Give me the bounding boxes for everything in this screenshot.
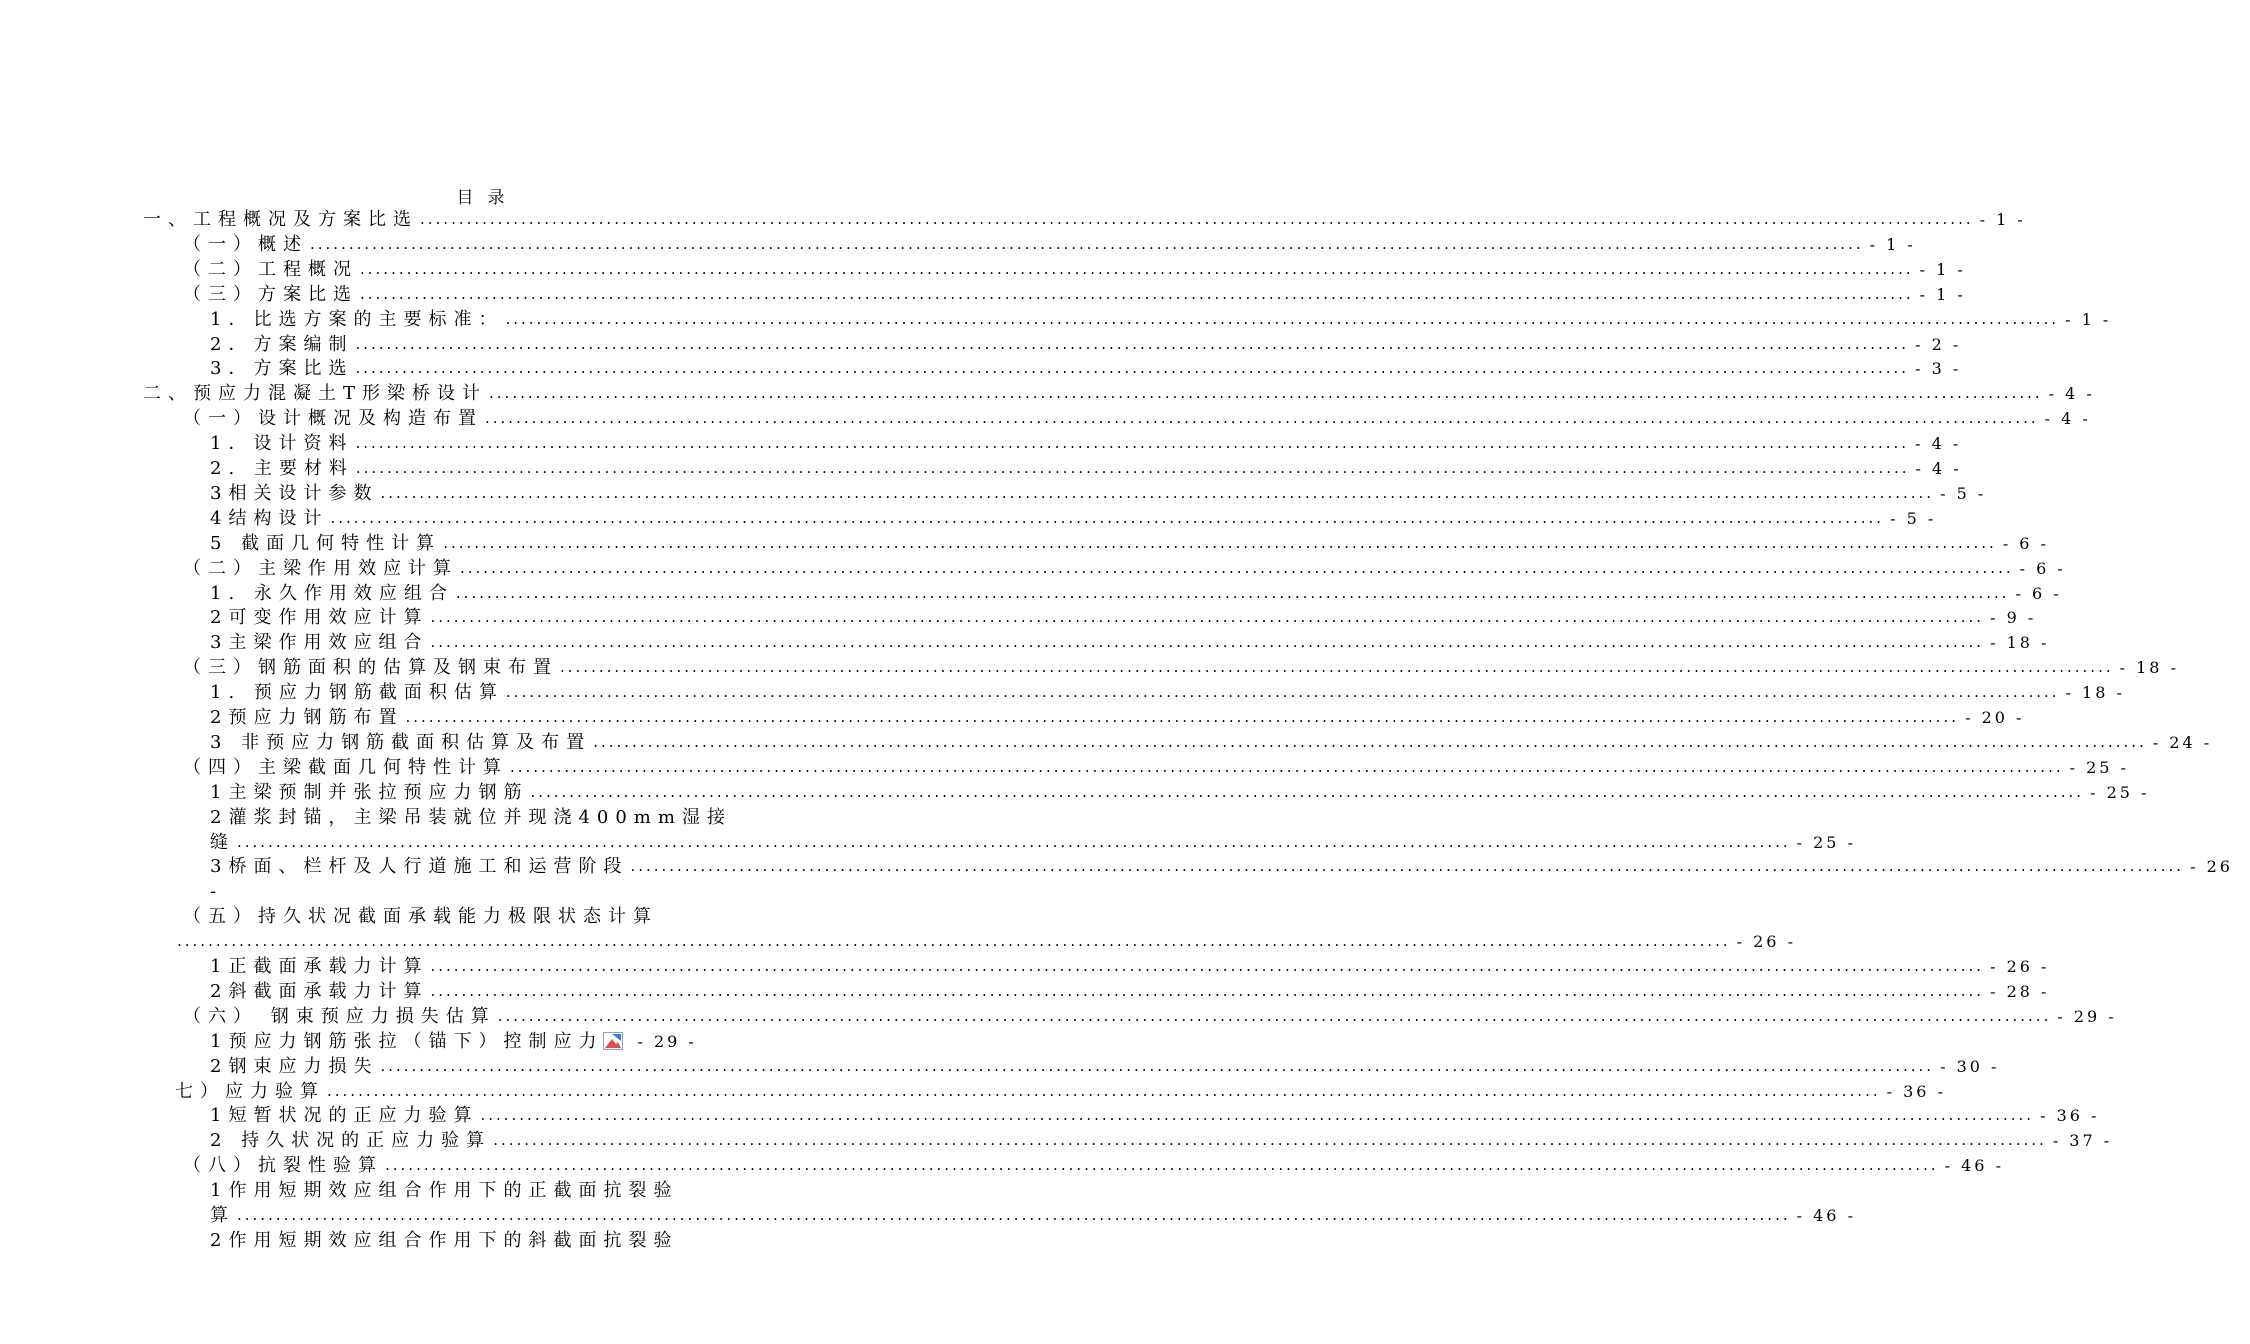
toc-entry-text: 2钢束应力损失: [210, 1055, 379, 1077]
dot-leader: ........................................................................................................................................................................................................: [385, 1156, 1939, 1175]
dot-leader: ........................................................................................................................................................................................................: [420, 210, 1974, 228]
toc-entry-text: （一）概述: [183, 233, 308, 255]
dot-leader: ........................................................................................................................................................................................................: [380, 1056, 1935, 1075]
toc-page-number: - 6 -: [2015, 583, 2062, 603]
toc-entry-text: 2斜截面承载力计算: [210, 980, 429, 1002]
toc-page-number: - 26 -: [1990, 957, 2050, 976]
toc-entry-text: 1正截面承载力计算: [210, 956, 429, 977]
toc-page-number: - 26 -: [1736, 932, 1796, 952]
toc-entry[interactable]: [210, 356, 1962, 381]
toc-entry-text: 3．方案比选: [210, 358, 354, 380]
toc-page-number: - 5 -: [1890, 508, 1937, 528]
toc-entry[interactable]: [210, 531, 2049, 556]
dot-leader: ........................................................................................................................................................................................................: [327, 1081, 1881, 1100]
toc-entry-text: 2预应力钢筋布置: [210, 707, 404, 728]
dot-leader: ........................................................................................................................................................................................................: [530, 782, 2085, 801]
dot-leader: ........................................................................................................................................................................................................: [355, 334, 1910, 353]
toc-page-number: - 25 -: [2090, 782, 2150, 802]
dot-leader: ........................................................................................................................................................................................................: [430, 957, 1985, 975]
toc-page-number: - 36 -: [1886, 1081, 1946, 1101]
toc-entry[interactable]: [210, 1228, 830, 1253]
dot-leader: ........................................................................................................................................................................................................: [355, 459, 1910, 477]
toc-entry[interactable]: [183, 232, 1916, 257]
toc-page-number: - 1 -: [1919, 259, 1966, 279]
toc-entry-text: 1. 永久作用效应组合: [210, 582, 454, 604]
toc-entry-text: 二、预应力混凝土T形梁桥设计: [143, 383, 488, 405]
toc-page-number: - 25 -: [1796, 832, 1856, 852]
toc-entry[interactable]: [210, 705, 2025, 730]
toc-entry[interactable]: [210, 1128, 2113, 1153]
dot-leader: ........................................................................................................................................................................................................: [237, 1206, 1791, 1224]
toc-entry-text: 2. 主要材料: [210, 458, 354, 479]
toc-entry-text: 算: [210, 1205, 235, 1226]
toc-page-number: - 37 -: [2052, 1131, 2113, 1151]
toc-entry-text: 2作用短期效应组合作用下的斜截面抗裂验: [210, 1229, 679, 1251]
toc-page-number: - 1 -: [1979, 210, 2026, 229]
toc-title: 目录: [456, 188, 519, 208]
dot-leader: ........................................................................................................................................................................................................: [405, 708, 1960, 726]
toc-page-number: - 5 -: [1940, 483, 1987, 503]
toc-entry-text: （五）持久状况截面承载能力极限状态计算: [183, 906, 658, 928]
dot-leader: ........................................................................................................................................................................................................: [510, 757, 2064, 776]
toc-entry[interactable]: [210, 630, 2050, 655]
toc-entry-text: 1. 预应力钢筋截面积估算: [210, 682, 504, 704]
toc-page-number: - 46 -: [1944, 1156, 2004, 1176]
toc-entry-text: 一、工程概况及方案比选: [143, 209, 418, 230]
toc-entry[interactable]: [183, 755, 2129, 780]
toc-page-number: - 25 -: [2069, 757, 2129, 777]
dot-leader: ........................................................................................................................................................................................................: [430, 633, 1985, 652]
toc-entry[interactable]: [210, 506, 1937, 531]
dot-leader: ........................................................................................................................................................................................................: [360, 284, 1914, 303]
toc-entry[interactable]: [210, 1203, 1856, 1228]
dot-leader: ........................................................................................................................................................................................................: [355, 434, 1910, 453]
toc-entry[interactable]: [183, 282, 1966, 307]
broken-image-icon: [603, 1032, 623, 1050]
toc-entry[interactable]: [143, 381, 2095, 406]
toc-entry-text: 1短暂状况的正应力验算: [210, 1105, 479, 1127]
toc-page-number: - 4 -: [1915, 434, 1962, 454]
toc-page-number: - 36 -: [2040, 1106, 2100, 1126]
toc-entry-text: （四）主梁截面几何特性计算: [183, 756, 508, 778]
toc-page-number: - 1 -: [1919, 284, 1966, 304]
toc-entry-text: 1主梁预制并张拉预应力钢筋: [210, 781, 529, 803]
toc-entry[interactable]: [210, 307, 2112, 332]
toc-entry-text: 1．设计资料: [210, 433, 354, 455]
toc-entry[interactable]: [210, 730, 2213, 755]
toc-entry[interactable]: [183, 257, 1966, 282]
dot-leader: ........................................................................................................................................................................................................: [505, 683, 2060, 702]
toc-page-number: - 1 -: [2065, 309, 2112, 329]
toc-page-number: - 6 -: [2019, 558, 2066, 578]
dot-leader: ........................................................................................................................................................................................................: [360, 259, 1914, 278]
dot-leader: ........................................................................................................................................................................................................: [497, 1006, 2052, 1025]
toc-entry-text: （二）工程概况: [183, 258, 358, 280]
dot-leader: ........................................................................................................................................................................................................: [493, 1131, 2047, 1150]
toc-entry-text: 3主梁作用效应组合: [210, 632, 429, 654]
toc-entry[interactable]: [210, 1029, 830, 1054]
toc-page-number: - 29 -: [637, 1031, 697, 1051]
toc-page-number: - 2 -: [1915, 334, 1962, 354]
toc-entry-text: 3 非预应力钢筋截面积估算及布置: [210, 731, 592, 753]
dot-leader: ........................................................................................................................................................................................................: [455, 583, 2010, 602]
dot-leader: ........................................................................................................................................................................................................: [430, 981, 1985, 1000]
toc-entry[interactable]: [210, 1103, 2100, 1128]
toc-entry[interactable]: [210, 456, 1962, 481]
toc-entry[interactable]: [210, 805, 830, 830]
toc-entry[interactable]: [210, 605, 2037, 630]
toc-entry[interactable]: [210, 954, 2050, 979]
dot-leader: ........................................................................................................................................................................................................: [430, 608, 1985, 627]
dot-leader: ........................................................................................................................................................................................................: [485, 409, 2039, 428]
toc-entry[interactable]: [210, 780, 2150, 805]
toc-entry-text: 七）应力验算: [175, 1080, 325, 1102]
toc-entry-text: （三）钢筋面积的估算及钢束布置: [183, 657, 558, 679]
toc-page-number: - 4 -: [2048, 384, 2095, 404]
toc-entry[interactable]: [183, 1153, 2004, 1178]
toc-page-number: - 4 -: [1915, 459, 1962, 478]
toc-entry[interactable]: [210, 854, 2233, 879]
toc-entry-text: 5 截面几何特性计算: [210, 532, 442, 554]
toc-entry-text: 3桥面、栏杆及人行道施工和运营阶段: [210, 856, 629, 878]
dot-leader: ........................................................................................................................................................................................................: [443, 533, 1997, 552]
toc-page-number: - 28 -: [1990, 981, 2050, 1001]
toc-page-number: - 4 -: [2044, 409, 2091, 429]
toc-page-number: - 18 -: [2119, 658, 2179, 678]
toc-entry[interactable]: [175, 929, 1796, 954]
toc-entry-text: 2可变作用效应计算: [210, 607, 429, 629]
toc-entry-text: 缝: [210, 831, 235, 853]
toc-entry[interactable]: [183, 904, 830, 929]
toc-entry-text: 1．比选方案的主要标准：: [210, 308, 504, 330]
toc-entry-text: （八）抗裂性验算: [183, 1155, 383, 1177]
toc-entry[interactable]: [210, 830, 1856, 855]
toc-entry-text: （一）设计概况及构造布置: [183, 408, 483, 430]
toc-entry-text: -: [210, 881, 224, 903]
toc-entry[interactable]: [210, 680, 2125, 705]
toc-entry[interactable]: [143, 207, 2026, 232]
toc-entry-text: 2．方案编制: [210, 333, 354, 355]
dot-leader: ........................................................................................................................................................................................................: [177, 932, 1731, 951]
dot-leader: ........................................................................................................................................................................................................: [380, 483, 1935, 502]
toc-entry[interactable]: [210, 979, 2050, 1004]
toc-page-number: - 29 -: [2057, 1006, 2117, 1026]
toc-entry-text: （六） 钢束预应力损失估算: [183, 1005, 496, 1027]
toc-entry-text: 1预应力钢筋张拉（锚下）控制应力: [210, 1030, 604, 1052]
toc-page-number: - 20 -: [1965, 708, 2025, 727]
toc-entry-text: 3相关设计参数: [210, 482, 379, 504]
toc-entry-text: 2灌浆封锚，主梁吊装就位并现浇400mm湿接: [210, 806, 732, 828]
dot-leader: ........................................................................................................................................................................................................: [330, 508, 1885, 527]
dot-leader: ........................................................................................................................................................................................................: [460, 558, 2014, 577]
dot-leader: ........................................................................................................................................................................................................: [560, 658, 2114, 677]
dot-leader: ........................................................................................................................................................................................................: [630, 857, 2185, 876]
toc-entry[interactable]: [210, 1054, 2000, 1079]
toc-page-number: - 18 -: [1990, 633, 2050, 653]
toc-page-number: - 3 -: [1915, 359, 1962, 379]
toc-page-number: - 46 -: [1796, 1206, 1856, 1225]
toc-entry[interactable]: [210, 879, 830, 904]
dot-leader: ........................................................................................................................................................................................................: [310, 234, 1864, 253]
toc-entry[interactable]: [183, 406, 2091, 431]
toc-entry[interactable]: [183, 655, 2179, 680]
toc-entry-text: 4结构设计: [210, 507, 329, 529]
toc-page-number: - 26: [2190, 857, 2233, 877]
toc-page-number: - 1 -: [1869, 234, 1916, 254]
toc-page-number: - 24 -: [2152, 732, 2213, 752]
toc-entry[interactable]: [210, 431, 1962, 456]
toc-page-number: - 30 -: [1940, 1056, 2000, 1076]
toc-entry[interactable]: [175, 1079, 1946, 1104]
toc-entry[interactable]: [210, 481, 1987, 506]
toc-entry-text: 1作用短期效应组合作用下的正截面抗裂验: [210, 1180, 679, 1202]
dot-leader: ........................................................................................................................................................................................................: [593, 732, 2147, 751]
dot-leader: ........................................................................................................................................................................................................: [480, 1106, 2035, 1125]
toc-entry[interactable]: [183, 1004, 2117, 1029]
dot-leader: ........................................................................................................................................................................................................: [489, 384, 2043, 403]
toc-entry-text: （二）主梁作用效应计算: [183, 557, 458, 579]
toc-entry[interactable]: [210, 581, 2062, 606]
dot-leader: ........................................................................................................................................................................................................: [355, 359, 1910, 378]
dot-leader: ........................................................................................................................................................................................................: [505, 309, 2060, 328]
toc-entry-text: 2 持久状况的正应力验算: [210, 1130, 492, 1152]
dot-leader: ........................................................................................................................................................................................................: [237, 832, 1791, 851]
toc-entry[interactable]: [183, 556, 2066, 581]
toc-entry-text: （三）方案比选: [183, 283, 358, 305]
toc-entry[interactable]: [210, 332, 1962, 357]
toc-page-number: - 6 -: [2002, 533, 2049, 553]
toc-page-number: - 9 -: [1990, 608, 2037, 628]
toc-page-number: - 18 -: [2065, 683, 2125, 703]
toc-entry[interactable]: [210, 1178, 830, 1203]
